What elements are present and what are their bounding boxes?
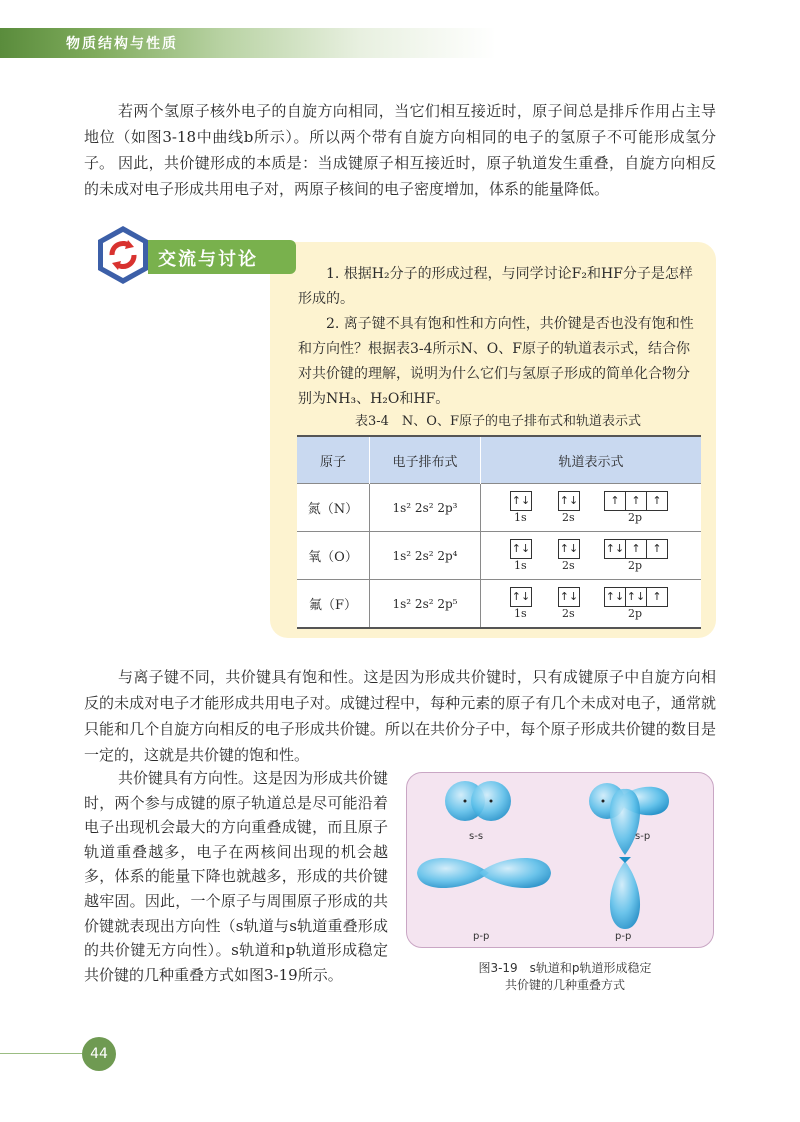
label-s-p: s-p xyxy=(635,831,651,842)
figure-caption-line-2: 共价键的几种重叠方式 xyxy=(504,978,625,992)
orbital-box: ↑ xyxy=(646,492,667,510)
config-cell: 1s² 2s² 2p⁵ xyxy=(370,580,481,629)
paragraph-2: 因此，共价键形成的本质是：当成键原子相互接近时，原子轨道发生重叠，自旋方向相反的未成对电子形成共用电子对，两原子核间的电子密度增加，体系的能量降低。 xyxy=(84,154,716,198)
book-title: 物质结构与性质 xyxy=(66,36,178,52)
question-2: 2. 离子键不具有饱和性和方向性，共价键是否也没有饱和性和方向性？根据表3-4所示N、O、F原子的轨道表示式，结合你对共价键的理解，说明为什么它们与氢原子形成的简单化合物分别为NH₃、H₂O和HF。 xyxy=(298,316,694,407)
discussion-title: 交流与讨论 xyxy=(158,249,258,270)
atom-cell: 氟（F） xyxy=(297,580,370,629)
table-caption: 表3-4 N、O、F原子的电子排布式和轨道表示式 xyxy=(355,414,641,429)
orbital-box: ↑↓ xyxy=(559,493,579,507)
orbital-label: 2s xyxy=(562,606,575,620)
orbital-box: ↑↓ xyxy=(511,493,531,507)
orbital-box: ↑↓ xyxy=(605,541,625,555)
orbital-box: ↑ xyxy=(646,588,667,606)
orbital-cell xyxy=(481,580,702,629)
orbital-box: ↑ xyxy=(625,540,646,558)
question-1: 1. 根据H₂分子的形成过程，与同学讨论F₂和HF分子是怎样形成的。 xyxy=(298,266,693,307)
orbital-overlap-figure xyxy=(406,772,714,948)
s-s-overlap xyxy=(445,781,511,821)
header-atom: 原子 xyxy=(297,436,370,484)
config-cell: 1s² 2s² 2p³ xyxy=(370,484,481,532)
figure-caption xyxy=(440,960,690,994)
page-number: 44 xyxy=(82,1037,116,1071)
overlap-diagram xyxy=(407,773,713,947)
orbital-label: 2s xyxy=(562,510,575,524)
p-p-overlap-axial xyxy=(417,858,551,888)
orbital-box: ↑↓ xyxy=(559,589,579,603)
orbital-table xyxy=(297,435,701,629)
orbital-box: ↑ xyxy=(625,492,646,510)
orbital-label: 1s xyxy=(514,558,527,572)
table-row xyxy=(297,580,701,629)
paragraph-4: 共价键具有方向性。这是因为形成共价键时，两个参与成键的原子轨道总是尽可能沿着电子出现机会最大的方向重叠成键，而且原子轨道重叠越多，电子在两核间出现的机会越多，体系的能量下降也就越多，形成的共价键越牢固。因此，一个原子与周围原子形成的共价键就表现出方向性（s轨道与s轨道重叠形成的共价键无方向性）。s轨道和p轨道形成稳定共价键的几种重叠方式如图3-19所示。 xyxy=(84,769,389,984)
orbital-label: 1s xyxy=(514,606,527,620)
label-p-p-axial: p-p xyxy=(473,931,490,942)
orbital-label: 2p xyxy=(628,510,643,524)
orbital-box: ↑ xyxy=(610,493,620,507)
orbital-label: 1s xyxy=(514,510,527,524)
page-number-rule xyxy=(0,1053,82,1054)
paragraph-1: 若两个氢原子核外电子的自旋方向相同，当它们相互接近时，原子间总是排斥作用占主导地位（如图3-18中曲线b所示）。所以两个带有自旋方向相同的电子的氢原子不可能形成氢分子。 xyxy=(84,102,716,172)
atom-cell: 氮（N） xyxy=(297,484,370,532)
config-cell: 1s² 2s² 2p⁴ xyxy=(370,532,481,580)
paragraph-3: 与离子键不同，共价键具有饱和性。这是因为形成共价键时，只有成键原子中自旋方向相反的未成对电子才能形成共用电子对。成键过程中，每种元素的原子有几个未成对电子，通常就只能和几个自旋方向相反的电子形成共价键。所以在共价分子中，每个原子形成共价键的数目是一定的，这就是共价键的饱和性。 xyxy=(84,668,716,764)
orbital-box: ↑ xyxy=(646,540,667,558)
discussion-banner xyxy=(148,240,296,274)
atom-cell: 氧（O） xyxy=(297,532,370,580)
orbital-label: 2p xyxy=(628,558,643,572)
table-header-row xyxy=(297,436,701,484)
label-p-p-lateral: p-p xyxy=(615,931,632,942)
header-orbital: 轨道表示式 xyxy=(481,436,702,484)
orbital-box: ↑↓ xyxy=(511,541,531,555)
orbital-box: ↑↓ xyxy=(559,541,579,555)
discussion-logo-icon xyxy=(92,224,154,286)
orbital-cell xyxy=(481,484,702,532)
header-config: 电子排布式 xyxy=(370,436,481,484)
table-row xyxy=(297,532,701,580)
table-row xyxy=(297,484,701,532)
orbital-box: ↑↓ xyxy=(625,588,646,606)
page-header xyxy=(0,28,800,58)
orbital-box: ↑↓ xyxy=(511,589,531,603)
label-s-s: s-s xyxy=(469,831,484,842)
orbital-label: 2s xyxy=(562,558,575,572)
orbital-cell xyxy=(481,532,702,580)
orbital-label: 2p xyxy=(628,606,643,620)
p-p-overlap-lateral xyxy=(610,789,640,929)
orbital-box: ↑↓ xyxy=(605,589,625,603)
figure-caption-line-1: 图3-19 s轨道和p轨道形成稳定 xyxy=(478,961,652,975)
